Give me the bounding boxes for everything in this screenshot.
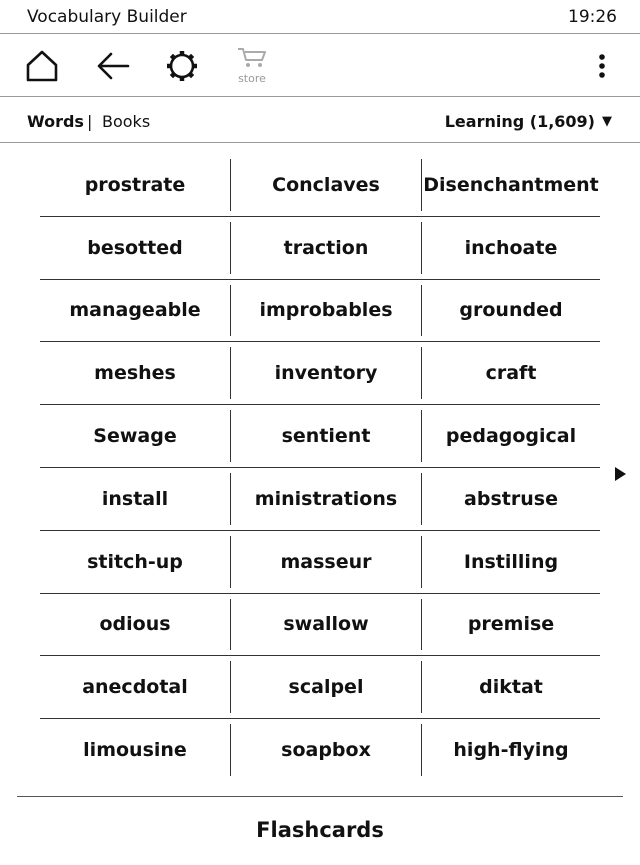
menu-button[interactable] bbox=[582, 46, 622, 86]
app-title: Vocabulary Builder bbox=[27, 7, 187, 27]
word-row bbox=[40, 468, 600, 531]
subheader bbox=[0, 97, 640, 143]
word-item[interactable]: high-flying bbox=[453, 739, 569, 762]
word-row bbox=[40, 531, 600, 594]
settings-button[interactable] bbox=[162, 46, 202, 86]
more-vertical-icon bbox=[597, 53, 607, 79]
word-item[interactable]: meshes bbox=[94, 362, 176, 385]
word-item[interactable]: soapbox bbox=[230, 719, 422, 781]
word-item[interactable]: abstruse bbox=[464, 487, 558, 510]
word-item[interactable]: pedagogical bbox=[445, 425, 577, 448]
word-item[interactable]: Disenchantment bbox=[423, 173, 599, 196]
word-item[interactable]: anecdotal bbox=[82, 676, 188, 699]
toolbar bbox=[0, 34, 640, 97]
word-item[interactable]: sentient bbox=[230, 405, 422, 467]
word-item[interactable]: stitch-up bbox=[87, 550, 183, 573]
tab-separator: | bbox=[87, 112, 93, 131]
word-item[interactable]: premise bbox=[467, 613, 555, 636]
word-item[interactable]: inchoate bbox=[464, 236, 558, 259]
word-item[interactable]: install bbox=[101, 487, 169, 510]
back-button[interactable] bbox=[93, 46, 133, 86]
word-item[interactable]: masseur bbox=[230, 531, 422, 593]
word-item[interactable]: grounded bbox=[459, 299, 563, 322]
word-item[interactable]: traction bbox=[230, 217, 422, 279]
next-page-arrow-icon[interactable] bbox=[611, 465, 629, 483]
gear-icon bbox=[165, 49, 199, 83]
word-grid bbox=[40, 154, 600, 781]
word-item[interactable]: limousine bbox=[83, 739, 187, 762]
word-item[interactable]: besotted bbox=[87, 236, 183, 259]
word-item[interactable]: swallow bbox=[230, 594, 422, 656]
word-item[interactable]: Instilling bbox=[463, 550, 559, 573]
footer-divider bbox=[17, 796, 623, 797]
store-label: store bbox=[238, 72, 266, 85]
word-item[interactable]: diktat bbox=[479, 676, 543, 699]
word-item[interactable]: manageable bbox=[69, 299, 201, 322]
word-row bbox=[40, 656, 600, 719]
back-arrow-icon bbox=[96, 51, 130, 81]
flashcards-button[interactable]: Flashcards bbox=[256, 818, 384, 842]
word-row bbox=[40, 594, 600, 657]
filter-dropdown[interactable] bbox=[445, 112, 612, 131]
word-row bbox=[40, 719, 600, 781]
word-row bbox=[40, 342, 600, 405]
chevron-down-icon: ▼ bbox=[602, 114, 612, 129]
word-item[interactable]: scalpel bbox=[230, 656, 422, 718]
word-item[interactable]: Conclaves bbox=[230, 154, 422, 216]
word-row bbox=[40, 154, 600, 217]
cart-icon bbox=[236, 46, 268, 70]
clock: 19:26 bbox=[568, 7, 617, 27]
word-item[interactable]: Sewage bbox=[93, 425, 177, 448]
status-bar bbox=[0, 0, 640, 34]
home-icon bbox=[25, 49, 59, 83]
store-button[interactable] bbox=[232, 46, 272, 90]
word-item[interactable]: craft bbox=[485, 362, 537, 385]
tab-books[interactable]: Books bbox=[102, 112, 151, 131]
word-item[interactable]: prostrate bbox=[84, 173, 186, 196]
word-item[interactable]: inventory bbox=[230, 342, 422, 404]
word-item[interactable]: improbables bbox=[230, 280, 422, 342]
tab-words[interactable]: Words bbox=[27, 112, 84, 131]
filter-label: Learning (1,609) bbox=[444, 112, 595, 131]
home-button[interactable] bbox=[22, 46, 62, 86]
word-row bbox=[40, 405, 600, 468]
word-item[interactable]: odious bbox=[99, 613, 171, 636]
word-row bbox=[40, 280, 600, 343]
word-row bbox=[40, 217, 600, 280]
word-item[interactable]: ministrations bbox=[230, 468, 422, 530]
